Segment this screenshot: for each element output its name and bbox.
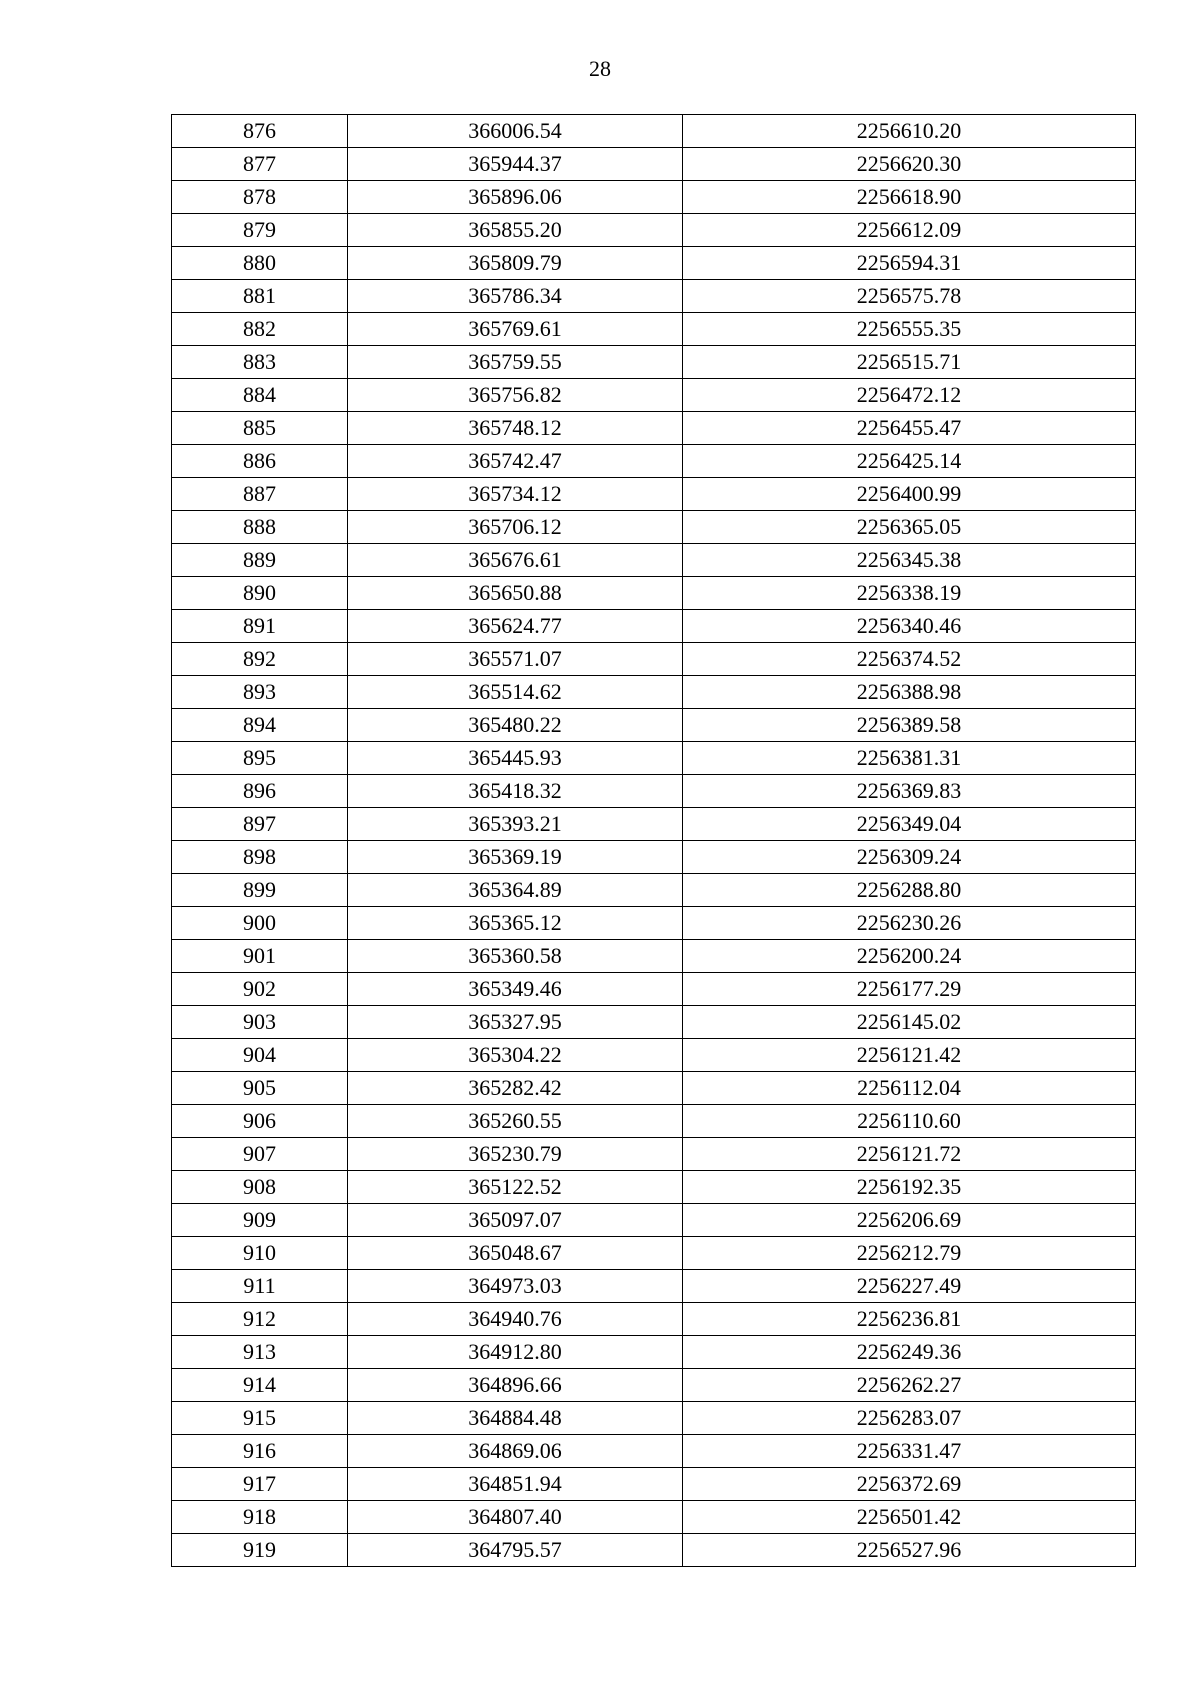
table-row: [172, 247, 1136, 280]
table-row: [172, 1303, 1136, 1336]
x-coordinate-cell: 365369.19: [348, 841, 683, 874]
y-coordinate-cell: 2256177.29: [683, 973, 1136, 1006]
point-number-cell: 907: [172, 1138, 348, 1171]
y-coordinate-cell: 2256340.46: [683, 610, 1136, 643]
x-coordinate-cell: 365786.34: [348, 280, 683, 313]
table-row: [172, 643, 1136, 676]
y-coordinate-cell: 2256425.14: [683, 445, 1136, 478]
x-coordinate-cell: 365676.61: [348, 544, 683, 577]
x-coordinate-cell: 365759.55: [348, 346, 683, 379]
table-row: [172, 1138, 1136, 1171]
table-row: [172, 181, 1136, 214]
point-number-cell: 900: [172, 907, 348, 940]
y-coordinate-cell: 2256349.04: [683, 808, 1136, 841]
table-row: [172, 1501, 1136, 1534]
point-number-cell: 886: [172, 445, 348, 478]
point-number-cell: 918: [172, 1501, 348, 1534]
y-coordinate-cell: 2256236.81: [683, 1303, 1136, 1336]
x-coordinate-cell: 364795.57: [348, 1534, 683, 1567]
point-number-cell: 883: [172, 346, 348, 379]
point-number-cell: 894: [172, 709, 348, 742]
x-coordinate-cell: 365571.07: [348, 643, 683, 676]
point-number-cell: 889: [172, 544, 348, 577]
point-number-cell: 909: [172, 1204, 348, 1237]
table-row: [172, 973, 1136, 1006]
y-coordinate-cell: 2256555.35: [683, 313, 1136, 346]
y-coordinate-cell: 2256527.96: [683, 1534, 1136, 1567]
x-coordinate-cell: 365282.42: [348, 1072, 683, 1105]
point-number-cell: 908: [172, 1171, 348, 1204]
y-coordinate-cell: 2256121.42: [683, 1039, 1136, 1072]
table-row: [172, 1270, 1136, 1303]
y-coordinate-cell: 2256610.20: [683, 115, 1136, 148]
point-number-cell: 892: [172, 643, 348, 676]
x-coordinate-cell: 365748.12: [348, 412, 683, 445]
y-coordinate-cell: 2256121.72: [683, 1138, 1136, 1171]
x-coordinate-cell: 365650.88: [348, 577, 683, 610]
y-coordinate-cell: 2256372.69: [683, 1468, 1136, 1501]
table-row: [172, 1105, 1136, 1138]
point-number-cell: 904: [172, 1039, 348, 1072]
y-coordinate-cell: 2256501.42: [683, 1501, 1136, 1534]
y-coordinate-cell: 2256288.80: [683, 874, 1136, 907]
point-number-cell: 884: [172, 379, 348, 412]
y-coordinate-cell: 2256145.02: [683, 1006, 1136, 1039]
coordinates-table-body: [172, 115, 1136, 1567]
y-coordinate-cell: 2256227.49: [683, 1270, 1136, 1303]
table-row: [172, 907, 1136, 940]
point-number-cell: 902: [172, 973, 348, 1006]
y-coordinate-cell: 2256110.60: [683, 1105, 1136, 1138]
x-coordinate-cell: 365514.62: [348, 676, 683, 709]
table-row: [172, 742, 1136, 775]
table-row: [172, 1072, 1136, 1105]
x-coordinate-cell: 364851.94: [348, 1468, 683, 1501]
y-coordinate-cell: 2256374.52: [683, 643, 1136, 676]
point-number-cell: 878: [172, 181, 348, 214]
point-number-cell: 895: [172, 742, 348, 775]
point-number-cell: 882: [172, 313, 348, 346]
x-coordinate-cell: 364973.03: [348, 1270, 683, 1303]
table-row: [172, 511, 1136, 544]
point-number-cell: 876: [172, 115, 348, 148]
table-row: [172, 1369, 1136, 1402]
table-row: [172, 478, 1136, 511]
table-row: [172, 280, 1136, 313]
x-coordinate-cell: 365349.46: [348, 973, 683, 1006]
x-coordinate-cell: 365734.12: [348, 478, 683, 511]
table-row: [172, 445, 1136, 478]
x-coordinate-cell: 364869.06: [348, 1435, 683, 1468]
x-coordinate-cell: 365048.67: [348, 1237, 683, 1270]
point-number-cell: 879: [172, 214, 348, 247]
table-row: [172, 1006, 1136, 1039]
table-row: [172, 1468, 1136, 1501]
x-coordinate-cell: 365624.77: [348, 610, 683, 643]
y-coordinate-cell: 2256400.99: [683, 478, 1136, 511]
x-coordinate-cell: 365480.22: [348, 709, 683, 742]
y-coordinate-cell: 2256455.47: [683, 412, 1136, 445]
x-coordinate-cell: 364884.48: [348, 1402, 683, 1435]
table-row: [172, 214, 1136, 247]
x-coordinate-cell: 365364.89: [348, 874, 683, 907]
y-coordinate-cell: 2256200.24: [683, 940, 1136, 973]
x-coordinate-cell: 366006.54: [348, 115, 683, 148]
point-number-cell: 891: [172, 610, 348, 643]
table-row: [172, 1435, 1136, 1468]
table-row: [172, 1534, 1136, 1567]
point-number-cell: 901: [172, 940, 348, 973]
y-coordinate-cell: 2256338.19: [683, 577, 1136, 610]
y-coordinate-cell: 2256365.05: [683, 511, 1136, 544]
table-row: [172, 610, 1136, 643]
x-coordinate-cell: 364912.80: [348, 1336, 683, 1369]
x-coordinate-cell: 365445.93: [348, 742, 683, 775]
table-row: [172, 709, 1136, 742]
table-row: [172, 1237, 1136, 1270]
y-coordinate-cell: 2256192.35: [683, 1171, 1136, 1204]
table-row: [172, 379, 1136, 412]
point-number-cell: 910: [172, 1237, 348, 1270]
point-number-cell: 893: [172, 676, 348, 709]
x-coordinate-cell: 365896.06: [348, 181, 683, 214]
table-row: [172, 115, 1136, 148]
table-row: [172, 1204, 1136, 1237]
point-number-cell: 915: [172, 1402, 348, 1435]
point-number-cell: 885: [172, 412, 348, 445]
y-coordinate-cell: 2256620.30: [683, 148, 1136, 181]
table-row: [172, 412, 1136, 445]
x-coordinate-cell: 365393.21: [348, 808, 683, 841]
table-row: [172, 148, 1136, 181]
x-coordinate-cell: 365230.79: [348, 1138, 683, 1171]
point-number-cell: 913: [172, 1336, 348, 1369]
table-row: [172, 1336, 1136, 1369]
y-coordinate-cell: 2256345.38: [683, 544, 1136, 577]
x-coordinate-cell: 365122.52: [348, 1171, 683, 1204]
point-number-cell: 906: [172, 1105, 348, 1138]
y-coordinate-cell: 2256283.07: [683, 1402, 1136, 1435]
table-row: [172, 577, 1136, 610]
y-coordinate-cell: 2256331.47: [683, 1435, 1136, 1468]
point-number-cell: 881: [172, 280, 348, 313]
table-row: [172, 1039, 1136, 1072]
y-coordinate-cell: 2256472.12: [683, 379, 1136, 412]
x-coordinate-cell: 365809.79: [348, 247, 683, 280]
coordinates-table: [171, 114, 1136, 1567]
x-coordinate-cell: 365944.37: [348, 148, 683, 181]
x-coordinate-cell: 365260.55: [348, 1105, 683, 1138]
y-coordinate-cell: 2256515.71: [683, 346, 1136, 379]
point-number-cell: 916: [172, 1435, 348, 1468]
table-row: [172, 1171, 1136, 1204]
point-number-cell: 877: [172, 148, 348, 181]
y-coordinate-cell: 2256369.83: [683, 775, 1136, 808]
x-coordinate-cell: 365097.07: [348, 1204, 683, 1237]
point-number-cell: 888: [172, 511, 348, 544]
y-coordinate-cell: 2256262.27: [683, 1369, 1136, 1402]
table-row: [172, 313, 1136, 346]
y-coordinate-cell: 2256309.24: [683, 841, 1136, 874]
point-number-cell: 898: [172, 841, 348, 874]
table-row: [172, 841, 1136, 874]
x-coordinate-cell: 365360.58: [348, 940, 683, 973]
x-coordinate-cell: 365769.61: [348, 313, 683, 346]
point-number-cell: 890: [172, 577, 348, 610]
point-number-cell: 887: [172, 478, 348, 511]
point-number-cell: 914: [172, 1369, 348, 1402]
y-coordinate-cell: 2256594.31: [683, 247, 1136, 280]
table-row: [172, 544, 1136, 577]
point-number-cell: 919: [172, 1534, 348, 1567]
point-number-cell: 905: [172, 1072, 348, 1105]
x-coordinate-cell: 365365.12: [348, 907, 683, 940]
y-coordinate-cell: 2256388.98: [683, 676, 1136, 709]
table-row: [172, 676, 1136, 709]
x-coordinate-cell: 365855.20: [348, 214, 683, 247]
y-coordinate-cell: 2256575.78: [683, 280, 1136, 313]
y-coordinate-cell: 2256212.79: [683, 1237, 1136, 1270]
x-coordinate-cell: 365706.12: [348, 511, 683, 544]
y-coordinate-cell: 2256249.36: [683, 1336, 1136, 1369]
x-coordinate-cell: 365756.82: [348, 379, 683, 412]
point-number-cell: 912: [172, 1303, 348, 1336]
table-row: [172, 1402, 1136, 1435]
y-coordinate-cell: 2256389.58: [683, 709, 1136, 742]
x-coordinate-cell: 365304.22: [348, 1039, 683, 1072]
y-coordinate-cell: 2256230.26: [683, 907, 1136, 940]
point-number-cell: 880: [172, 247, 348, 280]
point-number-cell: 896: [172, 775, 348, 808]
x-coordinate-cell: 364896.66: [348, 1369, 683, 1402]
y-coordinate-cell: 2256381.31: [683, 742, 1136, 775]
y-coordinate-cell: 2256612.09: [683, 214, 1136, 247]
y-coordinate-cell: 2256112.04: [683, 1072, 1136, 1105]
table-row: [172, 940, 1136, 973]
table-row: [172, 346, 1136, 379]
x-coordinate-cell: 364807.40: [348, 1501, 683, 1534]
x-coordinate-cell: 365327.95: [348, 1006, 683, 1039]
table-row: [172, 874, 1136, 907]
table-row: [172, 808, 1136, 841]
table-row: [172, 775, 1136, 808]
point-number-cell: 917: [172, 1468, 348, 1501]
x-coordinate-cell: 364940.76: [348, 1303, 683, 1336]
x-coordinate-cell: 365742.47: [348, 445, 683, 478]
x-coordinate-cell: 365418.32: [348, 775, 683, 808]
y-coordinate-cell: 2256618.90: [683, 181, 1136, 214]
y-coordinate-cell: 2256206.69: [683, 1204, 1136, 1237]
point-number-cell: 897: [172, 808, 348, 841]
page-number: 28: [589, 56, 611, 81]
point-number-cell: 903: [172, 1006, 348, 1039]
point-number-cell: 911: [172, 1270, 348, 1303]
point-number-cell: 899: [172, 874, 348, 907]
